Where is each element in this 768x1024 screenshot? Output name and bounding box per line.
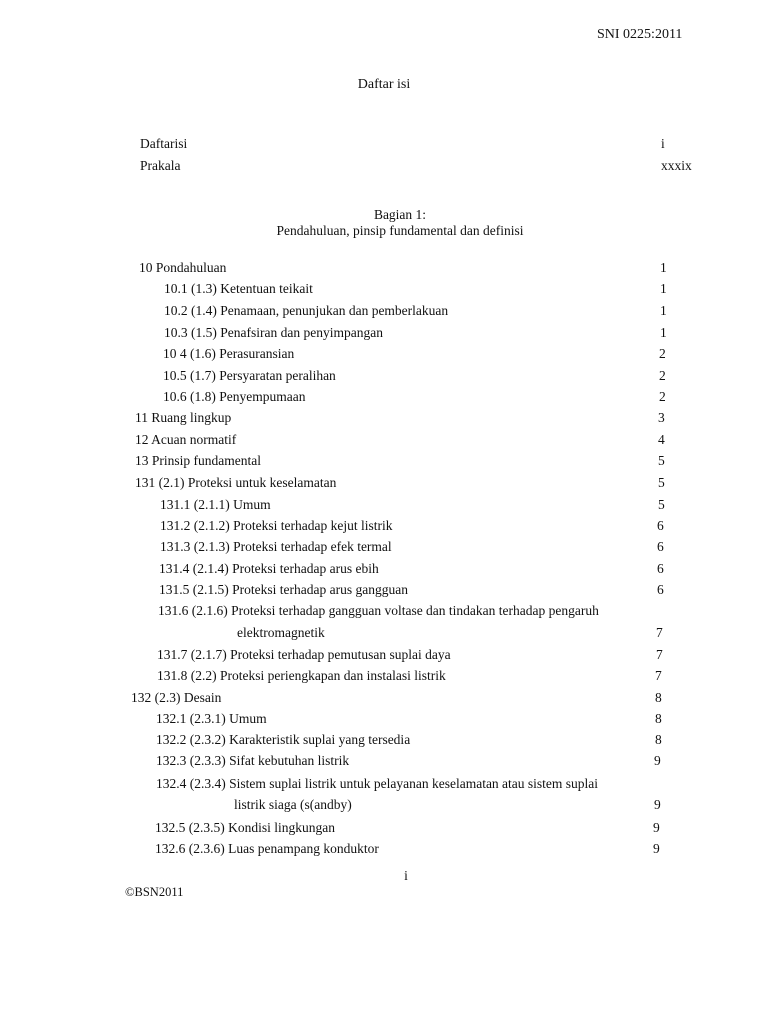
- toc-page: 4: [658, 432, 665, 447]
- toc-page: 6: [657, 561, 664, 576]
- toc-entry: [0, 259, 768, 277]
- toc-label: 10.2 (1.4) Penamaan, penunjukan dan pemberlakuan: [164, 303, 449, 318]
- toc-page: 1: [660, 260, 667, 275]
- toc-entry: [0, 280, 768, 298]
- toc-label: 132.1 (2.3.1) Umum: [156, 711, 267, 726]
- section-subtitle: Pendahuluan, pinsip fundamental dan definisi: [276, 223, 524, 238]
- toc-label: 13 Prinsip fundamental: [135, 453, 261, 468]
- toc-page: 1: [660, 303, 667, 318]
- toc-label: 131.7 (2.1.7) Proteksi terhadap pemutusan suplai daya: [157, 647, 451, 662]
- toc-entry: [0, 345, 768, 363]
- toc-label: 131.2 (2.1.2) Proteksi terhadap kejut listrik: [160, 518, 393, 533]
- toc-page: 3: [658, 410, 665, 425]
- toc-entry: [0, 452, 768, 470]
- toc-label: 132 (2.3) Desain: [131, 690, 222, 705]
- toc-label: 11 Ruang lingkup: [135, 410, 232, 425]
- toc-page: 7: [655, 668, 662, 683]
- toc-label: 131.5 (2.1.5) Proteksi terhadap arus gangguan: [159, 582, 408, 597]
- toc-page: 9: [653, 841, 660, 856]
- toc-page: 8: [655, 690, 662, 705]
- toc-entry: [0, 752, 768, 770]
- toc-page: 5: [658, 453, 665, 468]
- toc-label: 132.4 (2.3.4) Sistem suplai listrik untuk pelayanan keselamatan atau sistem suplai: [156, 776, 599, 791]
- toc-page: 1: [660, 281, 667, 296]
- toc-label: listrik siaga (s(andby): [234, 797, 352, 812]
- toc-label: 10.5 (1.7) Persyaratan peralihan: [163, 368, 336, 383]
- toc-entry: [0, 667, 768, 685]
- toc-entry: [0, 496, 768, 514]
- toc-entry: [0, 157, 768, 175]
- toc-entry: [0, 646, 768, 664]
- toc-label: 12 Acuan normatif: [135, 432, 237, 447]
- toc-entry: [0, 840, 768, 858]
- section-part: Bagian 1:: [373, 207, 427, 222]
- toc-page: 6: [657, 582, 664, 597]
- toc-label: Daftarisi: [140, 136, 188, 151]
- toc-page: 1: [660, 325, 667, 340]
- toc-entry: [0, 135, 768, 153]
- toc-entry: [0, 388, 768, 406]
- toc-entry: [0, 560, 768, 578]
- toc-label: 131 (2.1) Proteksi untuk keselamatan: [135, 475, 337, 490]
- toc-entry: [0, 581, 768, 599]
- toc-page: 7: [656, 625, 663, 640]
- toc-label: 10 Pondahuluan: [139, 260, 227, 275]
- toc-entry: [0, 731, 768, 749]
- toc-label: 10.6 (1.8) Penyempumaan: [163, 389, 306, 404]
- toc-label: Prakala: [140, 158, 181, 173]
- toc-label: 10.3 (1.5) Penafsiran dan penyimpangan: [164, 325, 383, 340]
- toc-entry: [0, 431, 768, 449]
- toc-label: elektromagnetik: [237, 625, 325, 640]
- toc-page: 2: [659, 346, 666, 361]
- toc-page: 9: [654, 753, 661, 768]
- toc-label: 131.1 (2.1.1) Umum: [160, 497, 271, 512]
- toc-entry: [0, 796, 768, 814]
- toc-label: 10.1 (1.3) Ketentuan teikait: [164, 281, 313, 296]
- footer-page-number: i: [404, 868, 408, 883]
- toc-page: 8: [655, 711, 662, 726]
- toc-entry: [0, 819, 768, 837]
- toc-entry: [0, 474, 768, 492]
- toc-label: 10 4 (1.6) Perasuransian: [163, 346, 295, 361]
- toc-page: 2: [659, 368, 666, 383]
- toc-page: 5: [658, 475, 665, 490]
- toc-label: 132.6 (2.3.6) Luas penampang konduktor: [155, 841, 379, 856]
- standard-code: SNI 0225:2011: [597, 27, 683, 42]
- toc-label: 131.6 (2.1.6) Proteksi terhadap gangguan voltase dan tindakan terhadap pengaruh: [158, 603, 599, 618]
- toc-entry: [0, 517, 768, 535]
- toc-label: 132.2 (2.3.2) Karakteristik suplai yang tersedia: [156, 732, 411, 747]
- toc-page: 6: [657, 518, 664, 533]
- toc-entry: [0, 775, 768, 793]
- toc-label: 132.3 (2.3.3) Sifat kebutuhan listrik: [156, 753, 350, 768]
- toc-entry: [0, 689, 768, 707]
- toc-entry: [0, 409, 768, 427]
- toc-page: 7: [656, 647, 663, 662]
- toc-page: 9: [654, 797, 661, 812]
- toc-entry: [0, 602, 768, 620]
- toc-page: 8: [655, 732, 662, 747]
- toc-label: 131.4 (2.1.4) Proteksi terhadap arus ebih: [159, 561, 379, 576]
- toc-entry: [0, 538, 768, 556]
- toc-entry: [0, 624, 768, 642]
- footer-copyright: ©BSN2011: [125, 885, 184, 899]
- toc-page: xxxix: [661, 158, 692, 173]
- toc-entry: [0, 367, 768, 385]
- toc-page: i: [661, 136, 665, 151]
- toc-page: 5: [658, 497, 665, 512]
- toc-label: 131.8 (2.2) Proteksi periengkapan dan instalasi listrik: [157, 668, 446, 683]
- toc-entry: [0, 324, 768, 342]
- page-title: Daftar isi: [357, 77, 411, 92]
- toc-label: 131.3 (2.1.3) Proteksi terhadap efek termal: [160, 539, 392, 554]
- toc-entry: [0, 710, 768, 728]
- toc-label: 132.5 (2.3.5) Kondisi lingkungan: [155, 820, 335, 835]
- toc-page: 9: [653, 820, 660, 835]
- toc-page: 6: [657, 539, 664, 554]
- toc-page: 2: [659, 389, 666, 404]
- toc-entry: [0, 302, 768, 320]
